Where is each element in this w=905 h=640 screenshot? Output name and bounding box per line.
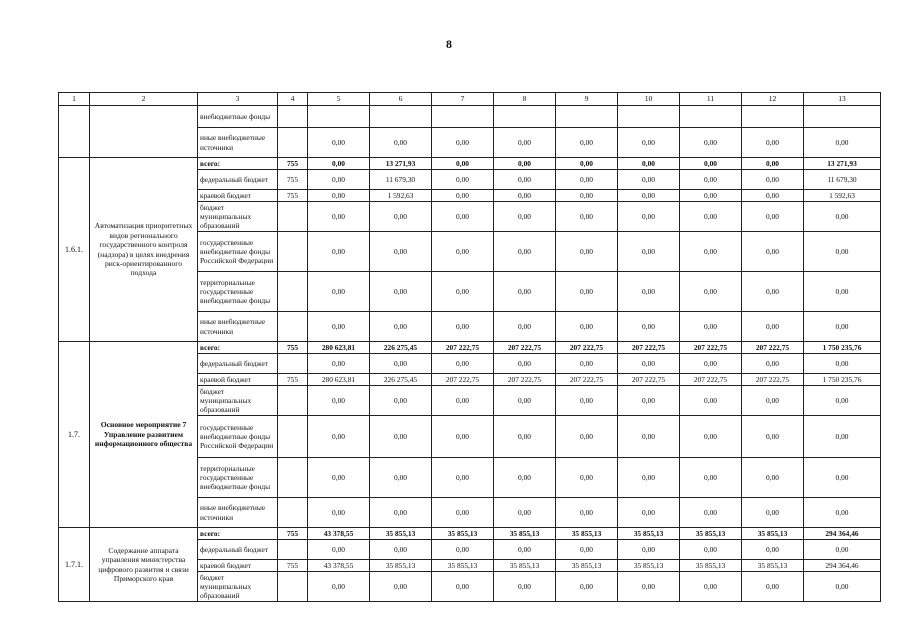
value-cell: 0,00 [494,232,556,272]
funding-source-cell: краевой бюджет [198,560,278,572]
value-cell: 0,00 [618,202,680,232]
value-cell: 0,00 [556,190,618,202]
admin-code-cell: 755 [278,170,308,190]
value-cell: 0,00 [804,416,881,458]
admin-code-cell [278,386,308,416]
value-cell: 0,00 [308,572,370,602]
funding-source-cell: государственные внебюджетные фонды Российской Федерации [198,416,278,458]
measure-name-cell: Содержание аппарата управления министерства цифрового развития и связи Приморского края [90,528,198,602]
value-cell: 0,00 [556,540,618,560]
value-cell: 0,00 [308,312,370,342]
header-cell-5: 5 [308,93,370,106]
value-cell: 0,00 [742,540,804,560]
table-row [59,342,881,354]
value-cell: 0,00 [618,458,680,498]
funding-source-cell: территориальные государственные внебюджетные фонды [198,272,278,312]
header-cell-13: 13 [804,93,881,106]
value-cell: 35 855,13 [742,528,804,540]
value-cell: 207 222,75 [742,374,804,386]
value-cell: 0,00 [432,498,494,528]
value-cell: 0,00 [556,272,618,312]
funding-source-cell: территориальные государственные внебюджетные фонды [198,458,278,498]
value-cell: 0,00 [308,458,370,498]
value-cell: 0,00 [556,232,618,272]
value-cell: 13 271,93 [370,158,432,170]
header-row [59,93,881,106]
funding-source-cell: внебюджетные фонды [198,106,278,128]
value-cell: 0,00 [308,202,370,232]
header-cell-2: 2 [90,93,198,106]
funding-source-cell: бюджет муниципальных образований [198,386,278,416]
funding-source-cell: краевой бюджет [198,374,278,386]
value-cell: 0,00 [308,128,370,158]
value-cell: 0,00 [370,354,432,374]
value-cell: 0,00 [618,158,680,170]
value-cell: 1 592,63 [804,190,881,202]
row-code-cell [59,106,90,158]
admin-code-cell: 755 [278,342,308,354]
value-cell: 0,00 [556,386,618,416]
funding-source-cell: всего: [198,158,278,170]
value-cell: 0,00 [308,386,370,416]
value-cell: 35 855,13 [680,560,742,572]
value-cell: 0,00 [494,416,556,458]
value-cell: 35 855,13 [494,528,556,540]
admin-code-cell [278,416,308,458]
value-cell: 0,00 [804,498,881,528]
table-row [59,158,881,170]
admin-code-cell [278,232,308,272]
value-cell: 207 222,75 [432,342,494,354]
value-cell [618,106,680,128]
value-cell: 0,00 [494,272,556,312]
measure-name-cell: Автоматизация приоритетных видов регионального государственного контроля (надзора) в целях внедрения риск-ориентированного подхода [90,158,198,342]
value-cell: 207 222,75 [494,342,556,354]
value-cell: 0,00 [370,128,432,158]
value-cell: 0,00 [494,498,556,528]
value-cell: 0,00 [494,202,556,232]
value-cell: 0,00 [432,202,494,232]
value-cell: 0,00 [308,158,370,170]
funding-source-cell: федеральный бюджет [198,540,278,560]
value-cell: 35 855,13 [742,560,804,572]
value-cell [680,106,742,128]
value-cell: 0,00 [494,170,556,190]
value-cell: 0,00 [370,416,432,458]
value-cell: 0,00 [494,386,556,416]
value-cell: 0,00 [680,232,742,272]
value-cell: 0,00 [680,498,742,528]
value-cell: 0,00 [742,386,804,416]
value-cell: 0,00 [680,202,742,232]
value-cell: 0,00 [618,572,680,602]
header-cell-4: 4 [278,93,308,106]
value-cell: 0,00 [308,498,370,528]
value-cell: 0,00 [432,458,494,498]
value-cell: 207 222,75 [618,374,680,386]
value-cell: 35 855,13 [370,528,432,540]
value-cell: 35 855,13 [370,560,432,572]
value-cell: 0,00 [494,458,556,498]
value-cell: 0,00 [494,128,556,158]
value-cell: 0,00 [742,158,804,170]
value-cell: 0,00 [742,416,804,458]
value-cell: 35 855,13 [618,560,680,572]
admin-code-cell [278,458,308,498]
value-cell: 0,00 [680,190,742,202]
admin-code-cell [278,312,308,342]
value-cell: 0,00 [742,572,804,602]
value-cell: 0,00 [680,354,742,374]
funding-source-cell: иные внебюджетные источники [198,128,278,158]
value-cell [308,106,370,128]
value-cell: 0,00 [680,540,742,560]
funding-source-cell: федеральный бюджет [198,354,278,374]
value-cell: 0,00 [804,540,881,560]
value-cell: 0,00 [556,416,618,458]
value-cell: 207 222,75 [494,374,556,386]
admin-code-cell [278,106,308,128]
value-cell: 0,00 [618,416,680,458]
admin-code-cell: 755 [278,158,308,170]
value-cell: 0,00 [308,540,370,560]
funding-source-cell: всего: [198,528,278,540]
value-cell: 0,00 [308,232,370,272]
value-cell: 0,00 [680,128,742,158]
funding-source-cell: краевой бюджет [198,190,278,202]
admin-code-cell [278,272,308,312]
value-cell: 0,00 [556,158,618,170]
value-cell: 35 855,13 [556,560,618,572]
value-cell: 35 855,13 [432,528,494,540]
value-cell: 0,00 [742,458,804,498]
value-cell: 0,00 [556,312,618,342]
value-cell: 0,00 [680,312,742,342]
funding-source-cell: бюджет муниципальных образований [198,572,278,602]
admin-code-cell [278,128,308,158]
value-cell: 0,00 [804,128,881,158]
row-code-cell: 1.7.1. [59,528,90,602]
value-cell: 0,00 [618,232,680,272]
value-cell: 0,00 [432,386,494,416]
value-cell: 35 855,13 [432,560,494,572]
funding-source-cell: всего: [198,342,278,354]
value-cell: 0,00 [742,190,804,202]
value-cell: 0,00 [804,312,881,342]
table-row [59,528,881,540]
header-cell-1: 1 [59,93,90,106]
value-cell: 1 750 235,76 [804,374,881,386]
page-number: 8 [446,37,452,51]
value-cell: 226 275,45 [370,374,432,386]
value-cell: 0,00 [618,498,680,528]
value-cell: 0,00 [494,354,556,374]
value-cell: 0,00 [494,158,556,170]
value-cell: 0,00 [370,540,432,560]
value-cell: 43 378,55 [308,528,370,540]
value-cell: 207 222,75 [556,342,618,354]
value-cell: 0,00 [556,498,618,528]
admin-code-cell: 755 [278,560,308,572]
value-cell: 0,00 [370,386,432,416]
value-cell: 0,00 [432,312,494,342]
value-cell: 0,00 [680,158,742,170]
value-cell: 0,00 [618,170,680,190]
header-cell-9: 9 [556,93,618,106]
value-cell: 35 855,13 [618,528,680,540]
value-cell: 0,00 [742,232,804,272]
header-cell-7: 7 [432,93,494,106]
value-cell: 0,00 [432,354,494,374]
value-cell: 0,00 [556,202,618,232]
value-cell: 0,00 [680,458,742,498]
value-cell [742,106,804,128]
value-cell [556,106,618,128]
value-cell: 0,00 [308,170,370,190]
value-cell: 0,00 [308,416,370,458]
value-cell: 0,00 [680,272,742,312]
funding-source-cell: государственные внебюджетные фонды Российской Федерации [198,232,278,272]
value-cell: 0,00 [370,232,432,272]
value-cell: 0,00 [432,158,494,170]
value-cell: 0,00 [432,232,494,272]
row-code-cell: 1.6.1. [59,158,90,342]
value-cell: 0,00 [556,572,618,602]
value-cell: 1 750 235,76 [804,342,881,354]
value-cell: 0,00 [804,386,881,416]
value-cell [494,106,556,128]
admin-code-cell [278,202,308,232]
value-cell: 35 855,13 [556,528,618,540]
value-cell: 0,00 [556,354,618,374]
value-cell: 0,00 [804,232,881,272]
budget-table [58,92,881,602]
value-cell: 294 364,46 [804,560,881,572]
value-cell: 294 364,46 [804,528,881,540]
admin-code-cell [278,572,308,602]
measure-name-cell: Основное мероприятие 7 Управление развитием информационного общества [90,342,198,528]
value-cell: 0,00 [742,312,804,342]
value-cell: 0,00 [804,458,881,498]
value-cell: 207 222,75 [680,342,742,354]
value-cell: 0,00 [494,572,556,602]
value-cell: 0,00 [432,128,494,158]
value-cell: 0,00 [680,416,742,458]
value-cell: 0,00 [432,190,494,202]
value-cell [432,106,494,128]
value-cell: 35 855,13 [680,528,742,540]
value-cell: 0,00 [432,416,494,458]
value-cell: 280 623,81 [308,374,370,386]
value-cell: 0,00 [494,190,556,202]
value-cell: 0,00 [680,572,742,602]
value-cell: 0,00 [742,170,804,190]
value-cell: 207 222,75 [432,374,494,386]
value-cell: 0,00 [432,540,494,560]
value-cell: 280 623,81 [308,342,370,354]
value-cell: 0,00 [308,354,370,374]
value-cell [370,106,432,128]
header-cell-12: 12 [742,93,804,106]
value-cell: 0,00 [804,202,881,232]
value-cell: 0,00 [494,540,556,560]
header-cell-3: 3 [198,93,278,106]
admin-code-cell: 755 [278,528,308,540]
measure-name-cell [90,106,198,158]
admin-code-cell [278,540,308,560]
value-cell: 0,00 [432,272,494,312]
value-cell: 0,00 [742,498,804,528]
value-cell: 0,00 [618,128,680,158]
header-cell-10: 10 [618,93,680,106]
value-cell: 13 271,93 [804,158,881,170]
table-row [59,106,881,128]
value-cell: 0,00 [618,354,680,374]
value-cell: 0,00 [432,170,494,190]
value-cell: 0,00 [494,312,556,342]
admin-code-cell: 755 [278,374,308,386]
admin-code-cell [278,354,308,374]
funding-source-cell: иные внебюджетные источники [198,498,278,528]
value-cell: 11 679,30 [804,170,881,190]
value-cell: 0,00 [618,312,680,342]
value-cell: 35 855,13 [494,560,556,572]
admin-code-cell [278,498,308,528]
value-cell: 0,00 [742,202,804,232]
value-cell: 207 222,75 [680,374,742,386]
funding-source-cell: иные внебюджетные источники [198,312,278,342]
value-cell: 11 679,30 [370,170,432,190]
value-cell: 0,00 [618,386,680,416]
value-cell: 0,00 [308,272,370,312]
value-cell: 0,00 [618,190,680,202]
value-cell: 0,00 [556,458,618,498]
value-cell: 0,00 [370,572,432,602]
value-cell: 0,00 [742,272,804,312]
value-cell: 226 275,45 [370,342,432,354]
header-cell-6: 6 [370,93,432,106]
value-cell: 0,00 [618,540,680,560]
value-cell: 0,00 [804,354,881,374]
funding-source-cell: федеральный бюджет [198,170,278,190]
value-cell: 0,00 [370,312,432,342]
value-cell: 0,00 [742,128,804,158]
value-cell: 0,00 [370,498,432,528]
value-cell: 0,00 [370,202,432,232]
row-code-cell: 1.7. [59,342,90,528]
admin-code-cell: 755 [278,190,308,202]
value-cell: 0,00 [432,572,494,602]
value-cell: 0,00 [556,128,618,158]
value-cell: 0,00 [680,386,742,416]
value-cell: 207 222,75 [556,374,618,386]
funding-source-cell: бюджет муниципальных образований [198,202,278,232]
value-cell: 0,00 [308,190,370,202]
value-cell: 0,00 [742,354,804,374]
header-cell-11: 11 [680,93,742,106]
value-cell: 207 222,75 [618,342,680,354]
value-cell: 0,00 [370,458,432,498]
value-cell: 0,00 [370,272,432,312]
value-cell: 207 222,75 [742,342,804,354]
value-cell: 0,00 [618,272,680,312]
value-cell: 0,00 [804,572,881,602]
value-cell [804,106,881,128]
value-cell: 43 378,55 [308,560,370,572]
header-cell-8: 8 [494,93,556,106]
value-cell: 1 592,63 [370,190,432,202]
value-cell: 0,00 [556,170,618,190]
value-cell: 0,00 [680,170,742,190]
value-cell: 0,00 [804,272,881,312]
